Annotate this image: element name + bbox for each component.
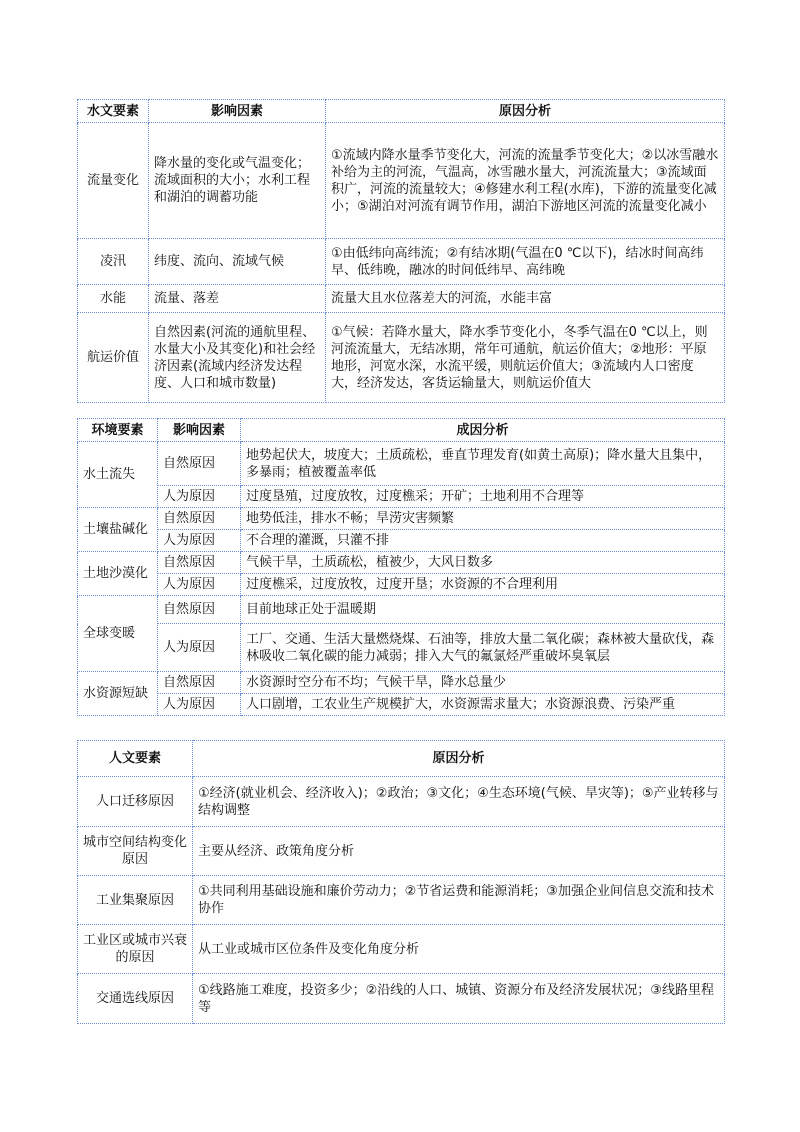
element-cell: 水土流失 xyxy=(78,442,158,508)
cause-type-cell: 自然原因 xyxy=(158,596,241,624)
table-row xyxy=(78,827,725,876)
factors-cell: 自然因素(河流的通航里程、水量大小及其变化)和社会经济因素(流域内经济发达程度、人口和城市数量) xyxy=(149,313,326,403)
table-row xyxy=(78,313,725,403)
analysis-cell: 地势起伏大，坡度大；土质疏松，垂直节理发育(如黄土高原)；降水量大且集中，多暴雨；植被覆盖率低 xyxy=(241,442,725,486)
cause-type-cell: 人为原因 xyxy=(158,624,241,672)
table-row xyxy=(78,974,725,1024)
column-header: 影响因素 xyxy=(158,419,241,442)
table-row xyxy=(78,508,725,530)
table-row xyxy=(78,239,725,285)
table-row xyxy=(78,672,725,694)
analysis-cell: 工厂、交通、生活大量燃烧煤、石油等，排放大量二氧化碳；森林被大量砍伐，森林吸收二氧化碳的能力减弱；排入大气的氟氯烃严重破坏臭氧层 xyxy=(241,624,725,672)
cause-type-cell: 自然原因 xyxy=(158,672,241,694)
element-cell: 工业集聚原因 xyxy=(78,876,193,925)
analysis-cell: 主要从经济、政策角度分析 xyxy=(193,827,725,876)
analysis-cell: 人口剧增，工农业生产规模扩大，水资源需求量大；水资源浪费、污染严重 xyxy=(241,694,725,716)
table-row xyxy=(78,574,725,596)
analysis-cell: ①线路施工难度，投资多少；②沿线的人口、城镇、资源分布及经济发展状况；③线路里程等 xyxy=(193,974,725,1024)
element-cell: 人口迁移原因 xyxy=(78,777,193,827)
element-cell: 流量变化 xyxy=(78,123,149,239)
element-cell: 土壤盐碱化 xyxy=(78,508,158,552)
table-header-row xyxy=(78,419,725,442)
factors-cell: 纬度、流向、流域气候 xyxy=(149,239,326,285)
table-row xyxy=(78,925,725,974)
element-cell: 凌汛 xyxy=(78,239,149,285)
analysis-cell: 从工业或城市区位条件及变化角度分析 xyxy=(193,925,725,974)
analysis-cell: 流量大且水位落差大的河流，水能丰富 xyxy=(326,285,725,313)
analysis-cell: 过度垦殖，过度放牧，过度樵采；开矿；土地利用不合理等 xyxy=(241,486,725,508)
environment-table xyxy=(77,418,725,716)
factors-cell: 降水量的变化或气温变化；流域面积的大小；水利工程和湖泊的调蓄功能 xyxy=(149,123,326,239)
cause-type-cell: 人为原因 xyxy=(158,486,241,508)
hydrology-table xyxy=(77,99,725,403)
table-header-row xyxy=(78,741,725,777)
column-header: 影响因素 xyxy=(149,100,326,123)
analysis-cell: 地势低洼，排水不畅；旱涝灾害频繁 xyxy=(241,508,725,530)
table-row xyxy=(78,777,725,827)
cause-type-cell: 自然原因 xyxy=(158,552,241,574)
element-cell: 工业区或城市兴衰的原因 xyxy=(78,925,193,974)
column-header: 原因分析 xyxy=(193,741,725,777)
cause-type-cell: 自然原因 xyxy=(158,442,241,486)
analysis-cell: 过度樵采，过度放牧，过度开垦；水资源的不合理利用 xyxy=(241,574,725,596)
column-header: 环境要素 xyxy=(78,419,158,442)
analysis-cell: ①经济(就业机会、经济收入)；②政治；③文化；④生态环境(气候、旱灾等)；⑤产业转移与结构调整 xyxy=(193,777,725,827)
analysis-cell: ①由低纬向高纬流；②有结冰期(气温在0 ℃以下)，结冰时间高纬早、低纬晚，融冰的时间低纬早、高纬晚 xyxy=(326,239,725,285)
analysis-cell: ①共同利用基础设施和廉价劳动力；②节省运费和能源消耗；③加强企业间信息交流和技术协作 xyxy=(193,876,725,925)
column-header: 成因分析 xyxy=(241,419,725,442)
table-row xyxy=(78,694,725,716)
table-row xyxy=(78,123,725,239)
factors-cell: 流量、落差 xyxy=(149,285,326,313)
analysis-cell: 目前地球正处于温暖期 xyxy=(241,596,725,624)
analysis-cell: 气候干旱，土质疏松，植被少，大风日数多 xyxy=(241,552,725,574)
cause-type-cell: 人为原因 xyxy=(158,574,241,596)
analysis-cell: ①流域内降水量季节变化大，河流的流量季节变化大；②以冰雪融水补给为主的河流，气温高，冰雪融水量大，河流流量大；③流域面积广，河流的流量较大；④修建水利工程(水库)，下游的流量变化减小；⑤湖泊对河流有调节作用，湖泊下游地区河流的流量变化减小 xyxy=(326,123,725,239)
table-row xyxy=(78,876,725,925)
table-row xyxy=(78,552,725,574)
element-cell: 航运价值 xyxy=(78,313,149,403)
table-row xyxy=(78,596,725,624)
analysis-cell: 不合理的灌溉，只灌不排 xyxy=(241,530,725,552)
table-row xyxy=(78,442,725,486)
element-cell: 水能 xyxy=(78,285,149,313)
cause-type-cell: 自然原因 xyxy=(158,508,241,530)
table-header-row xyxy=(78,100,725,123)
column-header: 水文要素 xyxy=(78,100,149,123)
cause-type-cell: 人为原因 xyxy=(158,694,241,716)
column-header: 人文要素 xyxy=(78,741,193,777)
column-header: 原因分析 xyxy=(326,100,725,123)
human-factors-table xyxy=(77,740,725,1024)
element-cell: 交通选线原因 xyxy=(78,974,193,1024)
element-cell: 全球变暖 xyxy=(78,596,158,672)
element-cell: 城市空间结构变化原因 xyxy=(78,827,193,876)
analysis-cell: ①气候：若降水量大，降水季节变化小，冬季气温在0 ℃以上，则河流流量大，无结冰期，常年可通航，航运价值大；②地形：平原地形，河宽水深，水流平缓，则航运价值大；③流域内人口密度大，经济发达，客货运输量大，则航运价值大 xyxy=(326,313,725,403)
cause-type-cell: 人为原因 xyxy=(158,530,241,552)
table-row xyxy=(78,624,725,672)
analysis-cell: 水资源时空分布不均；气候干旱，降水总量少 xyxy=(241,672,725,694)
table-row xyxy=(78,285,725,313)
element-cell: 土地沙漠化 xyxy=(78,552,158,596)
table-row xyxy=(78,486,725,508)
element-cell: 水资源短缺 xyxy=(78,672,158,716)
table-row xyxy=(78,530,725,552)
